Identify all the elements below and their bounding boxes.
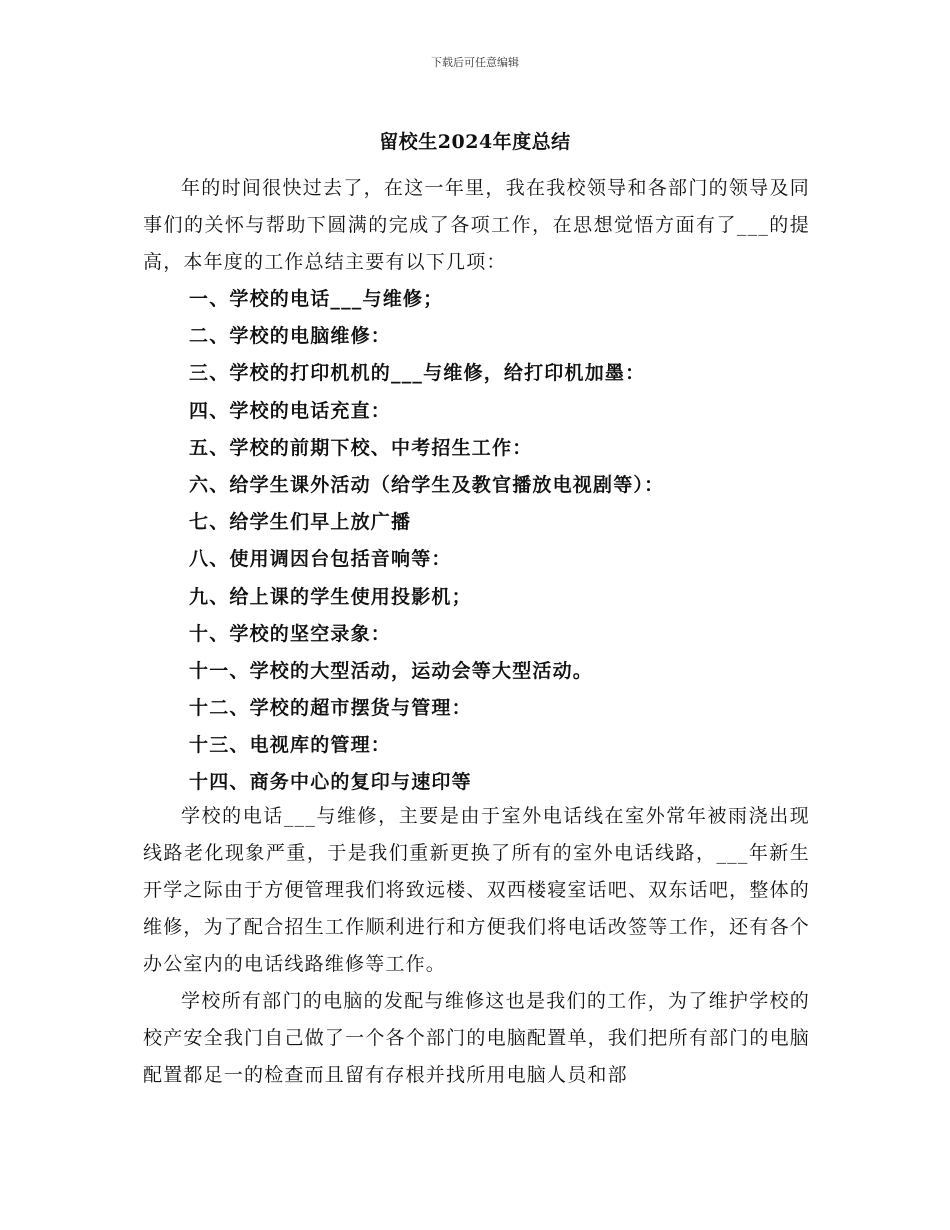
body-paragraph-phone: 学校的电话___与维修，主要是由于室外电话线在室外常年被雨浇出现线路老化现象严重，于是我们重新更换了所有的室外电话线路，___年新生开学之际由于方便管理我们将致远楼、双西楼寝室话吧、双东话吧，整体的维修，为了配合招生工作顺利进行和方便我们将电话改签等工作，还有各个办公室内的电话线路维修等工作。 bbox=[143, 805, 810, 975]
work-item: 十、学校的坚空录象： bbox=[189, 622, 392, 645]
work-item: 四、学校的电话充直： bbox=[189, 399, 392, 422]
work-item-list bbox=[189, 281, 809, 802]
work-item: 一、学校的电话___与维修； bbox=[189, 288, 444, 310]
work-item: 十四、商务中心的复印与速印等 bbox=[189, 771, 472, 794]
work-item: 五、学校的前期下校、中考招生工作： bbox=[189, 436, 533, 459]
header-note: 下载后可任意编辑 bbox=[431, 56, 519, 69]
work-item: 十一、学校的大型活动，运动会等大型活动。 bbox=[189, 659, 594, 682]
document-title: 留校生2024年度总结 bbox=[379, 131, 571, 153]
work-item: 二、学校的电脑维修： bbox=[189, 325, 392, 348]
work-item: 三、学校的打印机机的___与维修，给打印机加墨： bbox=[189, 362, 646, 385]
work-item: 七、给学生们早上放广播 bbox=[189, 511, 412, 534]
work-item: 六、给学生课外活动（给学生及教官播放电视剧等）： bbox=[189, 473, 665, 496]
work-item: 十二、学校的超市摆货与管理： bbox=[189, 697, 472, 720]
work-item: 十三、电视库的管理： bbox=[189, 734, 392, 757]
work-item: 八、使用调因台包括音响等： bbox=[189, 548, 452, 571]
intro-paragraph: 年的时间很快过去了，在这一年里，我在我校领导和各部门的领导及同事们的关怀与帮助下圆满的完成了各项工作，在思想觉悟方面有了___的提高，本年度的工作总结主要有以下几项： bbox=[143, 177, 810, 273]
body-paragraph-computer: 学校所有部门的电脑的发配与维修这也是我们的工作，为了维护学校的校产安全我门自己做了一个各个部门的电脑配置单，我们把所有部门的电脑配置都足一的检查而且留有存根并找所用电脑人员和部 bbox=[143, 990, 810, 1086]
work-item: 九、给上课的学生使用投影机； bbox=[189, 585, 472, 608]
